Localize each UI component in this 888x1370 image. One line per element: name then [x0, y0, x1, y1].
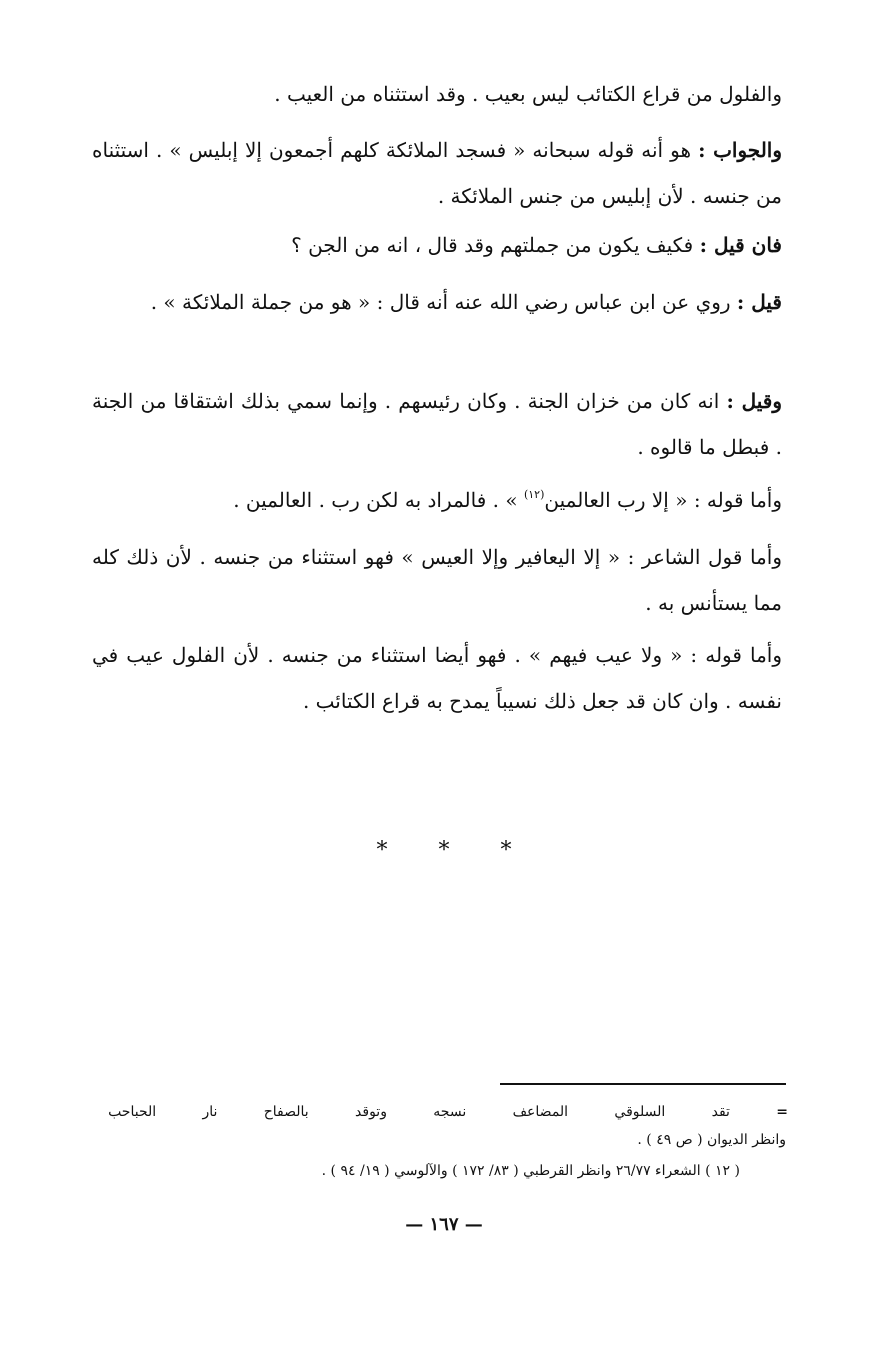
paragraph-answer — [92, 127, 782, 219]
paragraph-text-after: » . فالمراد به لكن رب . العالمين . — [233, 488, 524, 512]
paragraph-text: والفلول من قراع الكتائب ليس بعيب . وقد استثناه من العيب . — [274, 82, 782, 106]
footnote-reference: (١٢) — [523, 488, 545, 501]
verse-word: نسجه — [433, 1104, 467, 1120]
paragraph-lead: وقيل : — [726, 389, 782, 413]
paragraph-alternative — [92, 378, 782, 470]
paragraph-text-before: وأما قوله : « إلا رب العالمين — [544, 488, 782, 512]
paragraph-lead: قيل : — [736, 290, 782, 314]
paragraph-text: وأما قوله : « ولا عيب فيهم » . فهو أيضا استثناء من جنسه . لأن الفلول عيب في نفسه . وان كان قد جعل ذلك نسيباً يمدح به قراع الكتائب . — [92, 643, 782, 713]
paragraph-text: روي عن ابن عباس رضي الله عنه أنه قال : « هو من جملة الملائكة » . — [150, 290, 737, 314]
paragraph-text: فكيف يكون من جملتهم وقد قال ، انه من الجن ؟ — [291, 233, 700, 257]
paragraph-reply — [92, 279, 782, 325]
footnote-verse — [108, 1100, 788, 1124]
verse-word: السلوقي — [614, 1104, 666, 1120]
verse-word: بالصفاح — [263, 1104, 309, 1120]
paragraph-poet — [92, 534, 782, 626]
verse-word: وتوقد — [355, 1104, 387, 1120]
paragraph-rabb — [92, 477, 782, 523]
continuation-marker: = — [776, 1104, 788, 1120]
verse-word: تقد — [711, 1104, 730, 1120]
verse-word: الحباحب — [108, 1104, 157, 1120]
paragraph-text: هو أنه قوله سبحانه « فسجد الملائكة كلهم أجمعون إلا إبليس » . استثناه من جنسه . لأن إبليس من جنس الملائكة . — [92, 138, 782, 208]
paragraph-fault — [92, 632, 782, 724]
footnote-reference-line: وانظر الديوان ( ص ٤٩ ) . — [637, 1132, 786, 1148]
verse-word: المضاعف — [512, 1104, 569, 1120]
paragraph-question — [92, 222, 782, 268]
paragraph-text: انه كان من خزان الجنة . وكان رئيسهم . وإنما سمي بذلك اشتقاقا من الجنة . فبطل ما قالوه . — [92, 389, 782, 459]
paragraph-1 — [92, 71, 782, 117]
verse-word: نار — [202, 1104, 218, 1120]
footnote-divider — [500, 1083, 786, 1085]
footnote-12: ( ١٢ ) الشعراء ٢٦/٧٧ وانظر القرطبي ( ٨٣/ ١٧٢ ) والآلوسي ( ١٩/ ٩٤ ) . — [321, 1163, 740, 1179]
paragraph-lead: والجواب : — [698, 138, 783, 162]
paragraph-lead: فان قيل : — [699, 233, 782, 257]
section-separator: * * * — [376, 838, 534, 863]
paragraph-text: وأما قول الشاعر : « إلا اليعافير وإلا العيس » فهو استثناء من جنسه . لأن ذلك كله مما يستأنس به . — [92, 545, 782, 615]
page-number: — ١٦٧ — — [405, 1214, 483, 1235]
